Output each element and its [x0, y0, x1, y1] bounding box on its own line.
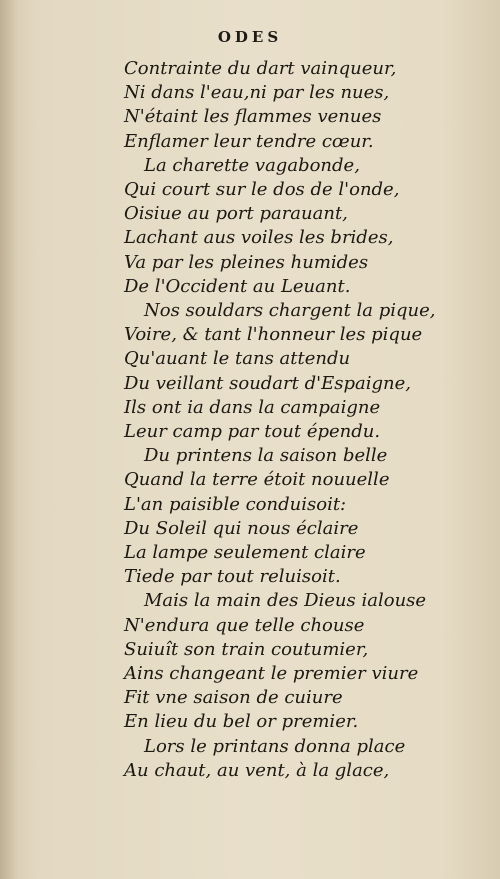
verse-line: Lachant aus voiles les brides, [124, 227, 394, 249]
verse-line: Mais la main des Dieus ialouse [144, 590, 427, 612]
verse-line: Qu'auant le tans attendu [124, 348, 351, 370]
ode-verse-block [124, 57, 436, 783]
verse-line: L'an paisible conduisoit: [124, 493, 347, 515]
verse-line: Enflamer leur tendre cœur. [124, 130, 374, 152]
verse-line: Ains changeant le premier viure [124, 663, 419, 685]
verse-line: N'endura que telle chouse [124, 614, 365, 636]
running-title: ODES [217, 28, 283, 46]
verse-line: La charette vagabonde, [144, 154, 360, 176]
verse-line: Du printens la saison belle [144, 445, 388, 467]
verse-line: Leur camp par tout épendu. [124, 421, 381, 443]
verse-line: En lieu du bel or premier. [124, 711, 359, 733]
verse-line: Tiede par tout reluisoit. [124, 566, 341, 588]
verse-line: Suiuît son train coutumier, [124, 638, 369, 660]
verse-line: Nos souldars chargent la pique, [144, 300, 436, 322]
verse-line: Voire, & tant l'honneur les pique [124, 324, 423, 346]
verse-line: La lampe seulement claire [124, 542, 366, 564]
verse-line: Va par les pleines humides [124, 251, 369, 273]
verse-line: Quand la terre étoit nouuelle [124, 469, 390, 491]
verse-line: De l'Occident au Leuant. [124, 275, 351, 297]
verse-line: Du veillant soudart d'Espaigne, [124, 372, 411, 394]
verse-line: Lors le printans donna place [144, 735, 406, 757]
verse-line: Au chaut, au vent, à la glace, [124, 759, 390, 781]
verse-line: Ils ont ia dans la campaigne [124, 396, 381, 418]
verse-line: Ni dans l'eau,ni par les nues, [124, 82, 390, 104]
verse-line: Fit vne saison de cuiure [124, 687, 343, 709]
verse-line: N'étaint les flammes venues [124, 106, 382, 128]
verse-line: Du Soleil qui nous éclaire [124, 517, 359, 539]
verse-line: Contrainte du dart vainqueur, [124, 58, 397, 79]
verse-line: Oisiue au port parauant, [124, 203, 348, 225]
page-gutter-shadow [0, 0, 18, 879]
verse-line: Qui court sur le dos de l'onde, [124, 179, 400, 201]
